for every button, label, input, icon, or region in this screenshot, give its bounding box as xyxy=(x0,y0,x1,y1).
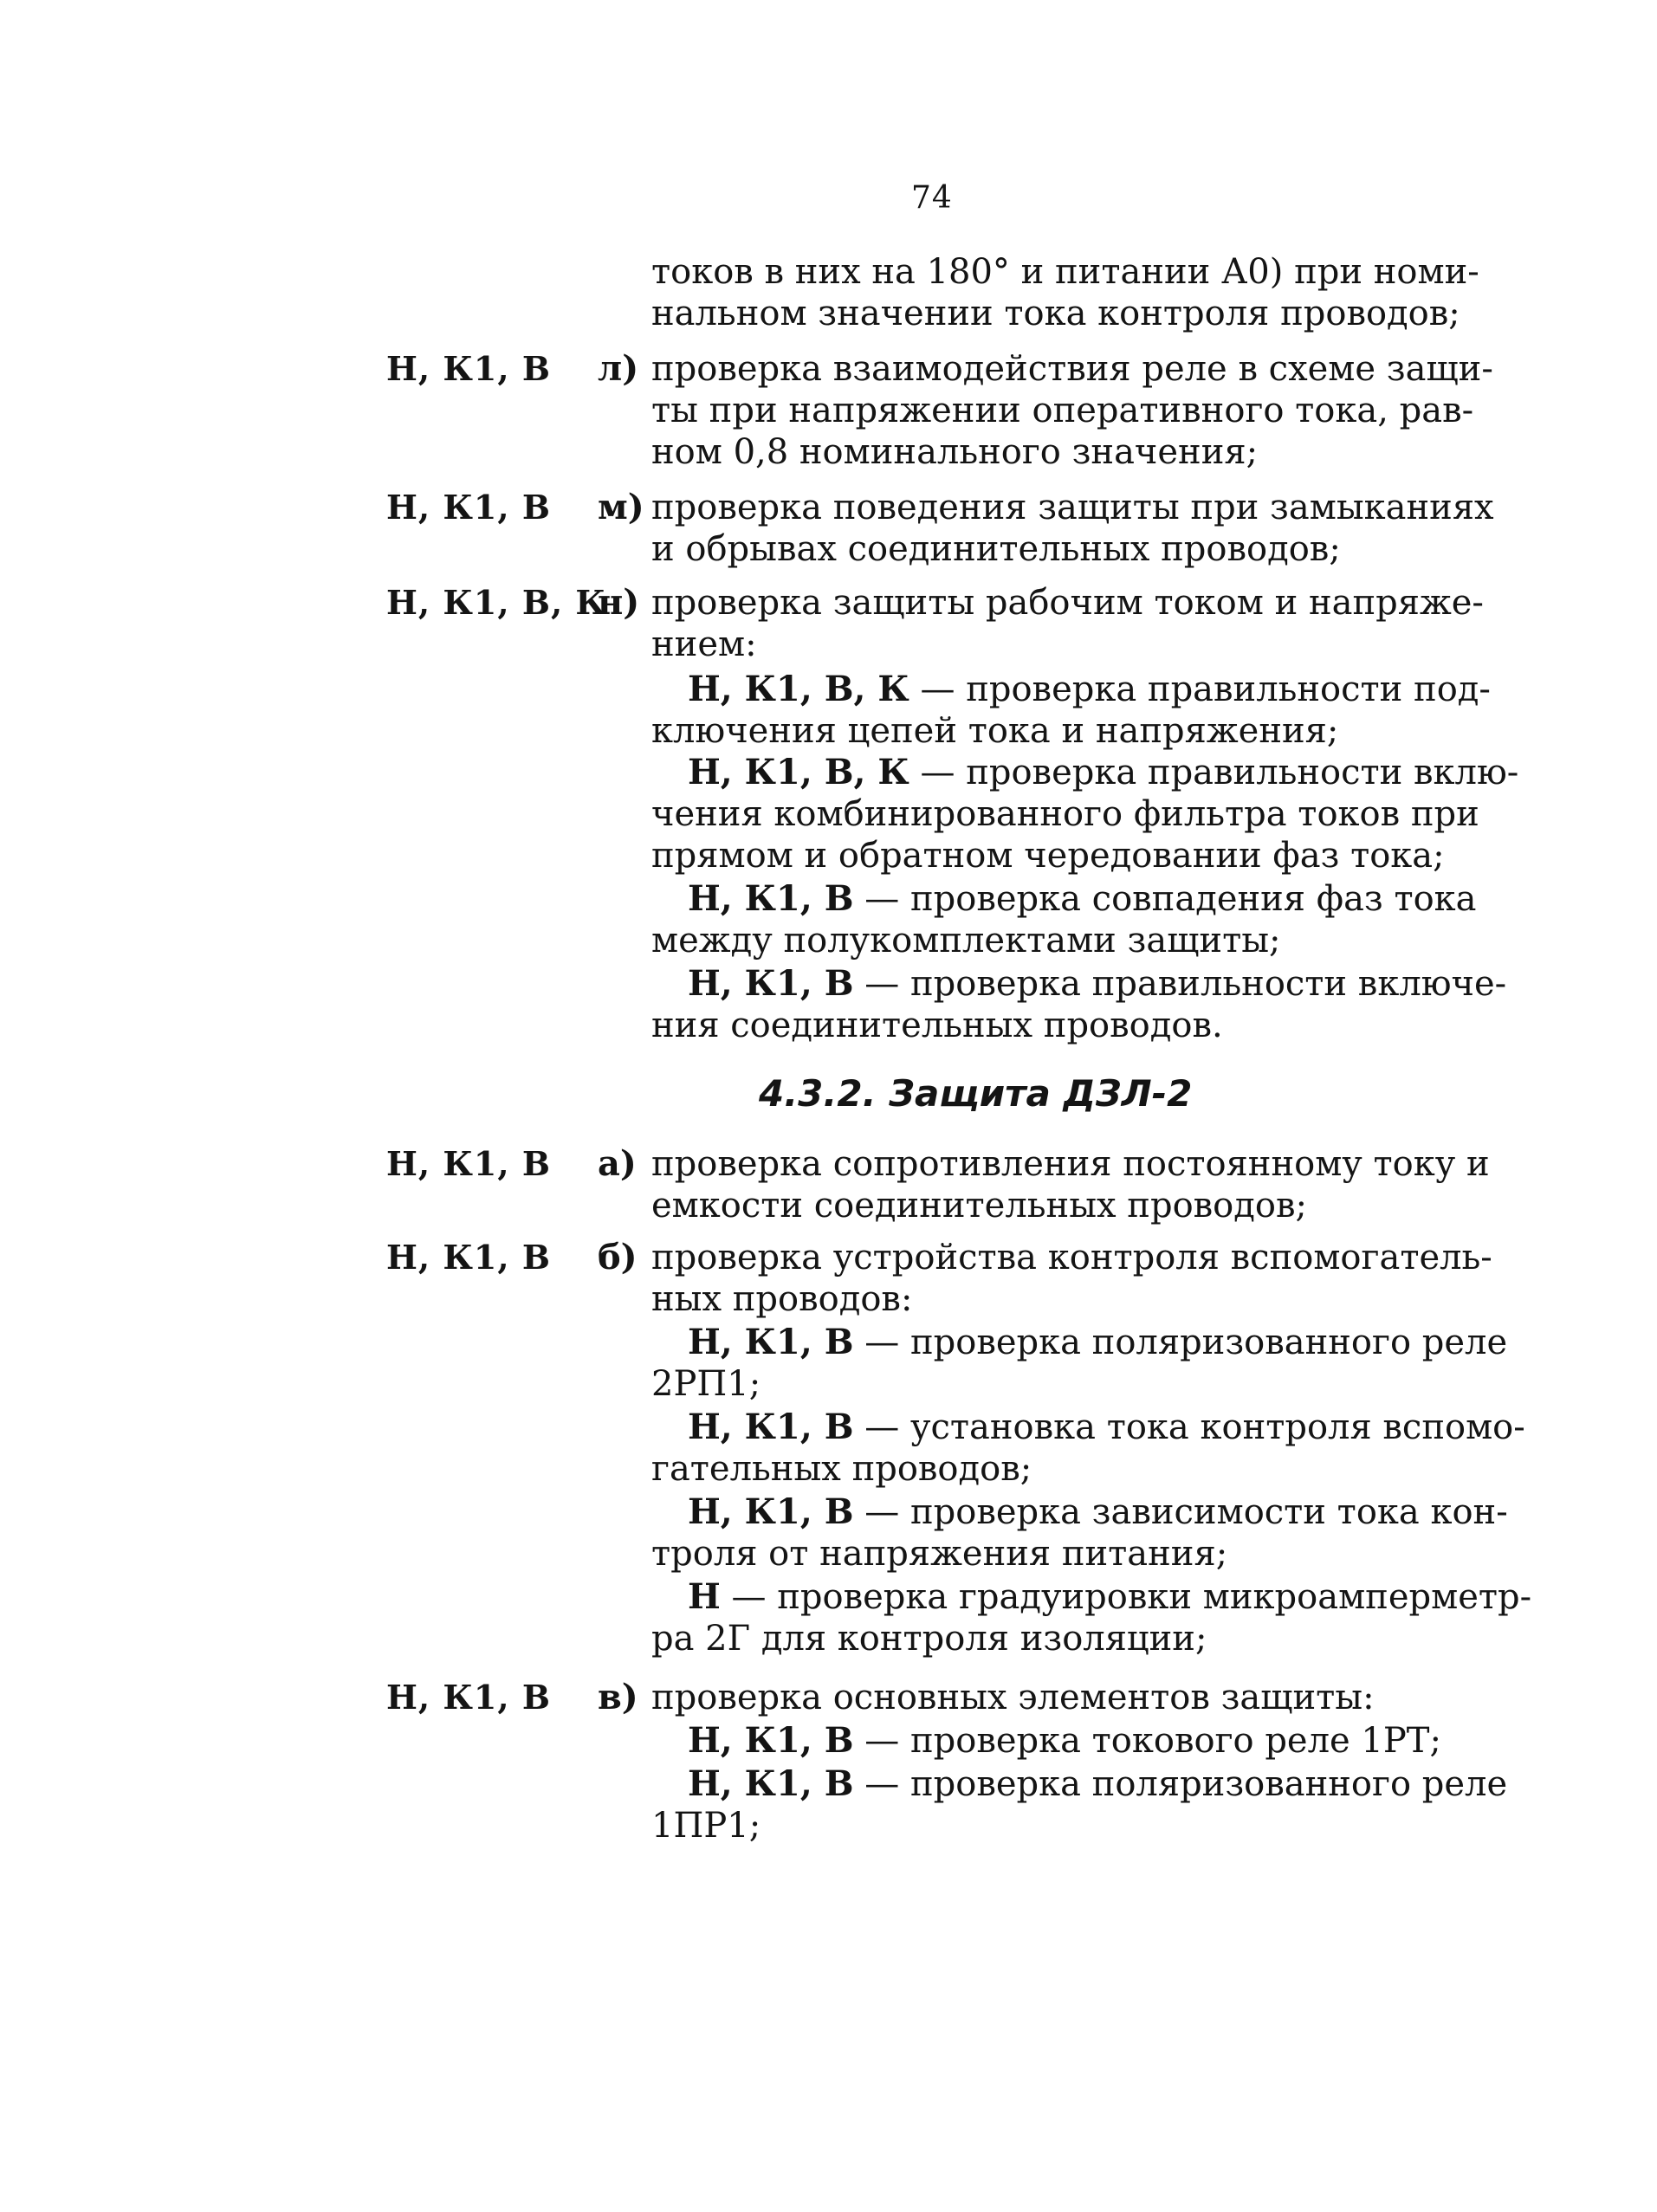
item-text: проверка устройства контроля вспомогатель- xyxy=(651,1238,1492,1277)
subitem-dash: — xyxy=(864,879,900,919)
subitem-dash: — xyxy=(864,1323,900,1362)
subitem-continuation: троля от напряжения питания; xyxy=(651,1534,1228,1574)
subitem-tag: Н xyxy=(688,1576,721,1617)
item-text: проверка взаимодействия реле в схеме защи- xyxy=(651,349,1493,389)
item-tag-a: Н, К1, В xyxy=(386,1144,551,1183)
subitem-continuation: ния соединительных проводов. xyxy=(651,1006,1223,1045)
subitem-text: проверка правильности под- xyxy=(966,669,1491,709)
item-marker-n: н) xyxy=(598,582,640,623)
subitem-text: проверка правильности вклю- xyxy=(966,753,1519,792)
subitem-dash: — xyxy=(731,1577,767,1617)
subitem-line xyxy=(688,963,1506,1005)
item-text: ты при напряжении оперативного тока, рав- xyxy=(651,391,1474,430)
subitem-continuation: чения комбинированного фильтра токов при xyxy=(651,794,1479,834)
subitem-dash: — xyxy=(920,753,955,792)
subitem-line xyxy=(688,752,1518,793)
subitem-tag: Н, К1, В xyxy=(688,1720,854,1761)
item-text: емкости соединительных проводов; xyxy=(651,1186,1307,1226)
subitem-line xyxy=(688,669,1491,710)
item-text: ных проводов: xyxy=(651,1279,913,1319)
subitem-continuation: ключения цепей тока и напряжения; xyxy=(651,711,1339,751)
subitem-text: проверка зависимости тока кон- xyxy=(909,1492,1508,1532)
item-marker-a: а) xyxy=(598,1143,637,1184)
subitem-line xyxy=(688,1491,1508,1533)
subitem-tag: Н, К1, В, К xyxy=(688,752,909,792)
subitem-text: проверка токового реле 1РТ; xyxy=(909,1721,1441,1761)
continuation-line: нальном значении тока контроля проводов; xyxy=(651,294,1460,333)
subitem-text: проверка поляризованного реле xyxy=(909,1323,1508,1362)
subitem-continuation: 2РП1; xyxy=(651,1364,761,1404)
subitem-text: проверка правильности включе- xyxy=(909,964,1507,1004)
subitem-text: проверка градуировки микроамперметр xyxy=(777,1577,1520,1617)
item-text: нием: xyxy=(651,624,757,664)
subitem-dash: — xyxy=(864,1721,900,1761)
subitem-tag: Н, К1, В, К xyxy=(688,669,909,709)
subitem-text: проверка поляризованного реле xyxy=(909,1764,1508,1804)
item-text: и обрывах соединительных проводов; xyxy=(651,529,1341,569)
item-tag-b: Н, К1, В xyxy=(386,1238,551,1277)
section-title: 4.3.2. Защита ДЗЛ-2 xyxy=(759,1072,1193,1115)
item-text: проверка поведения защиты при замыканиях xyxy=(651,488,1494,527)
subitem-hyphen: - xyxy=(1519,1577,1532,1617)
subitem-tag: Н, К1, В xyxy=(688,1763,854,1804)
subitem-line xyxy=(688,1576,1531,1618)
subitem-tag: Н, К1, В xyxy=(688,963,854,1004)
subitem-line xyxy=(688,878,1477,920)
item-text: ном 0,8 номинального значения; xyxy=(651,432,1259,472)
subitem-continuation: прямом и обратном чередовании фаз тока; xyxy=(651,836,1445,876)
item-text: проверка основных элементов защиты: xyxy=(651,1678,1375,1717)
item-marker-b: б) xyxy=(598,1237,638,1277)
subitem-tag: Н, К1, В xyxy=(688,1491,854,1532)
item-tag-v: Н, К1, В xyxy=(386,1678,551,1717)
subitem-dash: — xyxy=(864,1407,900,1447)
subitem-continuation: между полукомплектами защиты; xyxy=(651,921,1281,960)
item-text: проверка защиты рабочим током и напряже- xyxy=(651,583,1484,623)
subitem-dash: — xyxy=(920,669,955,709)
subitem-text: проверка совпадения фаз тока xyxy=(909,879,1477,919)
subitem-tag: Н, К1, В xyxy=(688,1322,854,1362)
item-tag-m: Н, К1, В xyxy=(386,488,551,527)
item-marker-l: л) xyxy=(598,348,639,389)
subitem-continuation: гательных проводов; xyxy=(651,1449,1032,1489)
subitem-line xyxy=(688,1763,1507,1805)
item-marker-m: м) xyxy=(598,487,644,527)
subitem-tag: Н, К1, В xyxy=(688,1407,854,1447)
subitem-continuation: 1ПР1; xyxy=(651,1806,761,1846)
subitem-continuation: ра 2Г для контроля изоляции; xyxy=(651,1619,1207,1659)
subitem-dash: — xyxy=(864,964,900,1004)
subitem-line xyxy=(688,1720,1441,1762)
item-marker-v: в) xyxy=(598,1677,638,1717)
subitem-text: установка тока контроля вспомо- xyxy=(909,1407,1525,1447)
continuation-line: токов в них на 180° и питании А0) при номи- xyxy=(651,252,1479,292)
item-tag-n: Н, К1, В, К xyxy=(386,583,606,622)
subitem-line xyxy=(688,1407,1525,1448)
page-number: 74 xyxy=(911,180,953,216)
item-text: проверка сопротивления постоянному току и xyxy=(651,1144,1490,1184)
subitem-dash: — xyxy=(864,1764,900,1804)
item-tag-l: Н, К1, В xyxy=(386,349,551,388)
subitem-line xyxy=(688,1322,1507,1363)
subitem-dash: — xyxy=(864,1492,900,1532)
subitem-tag: Н, К1, В xyxy=(688,878,854,919)
